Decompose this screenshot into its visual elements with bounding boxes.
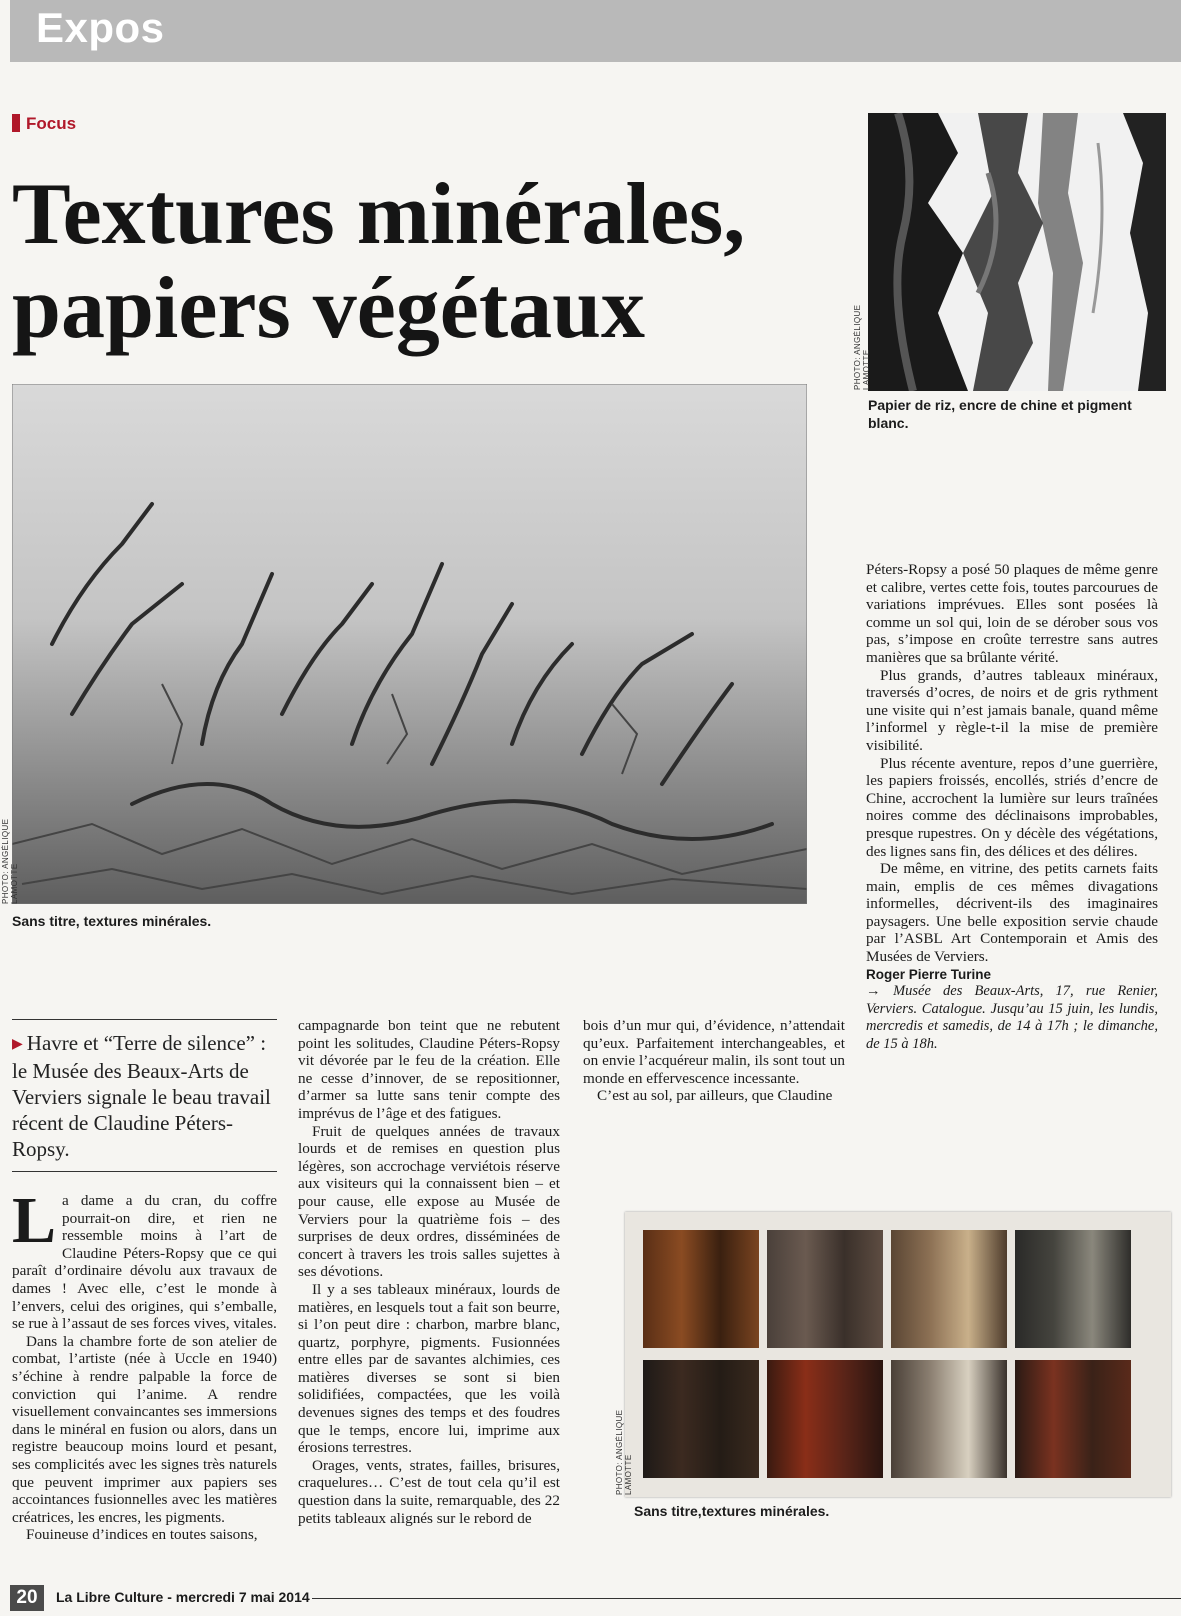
kicker-label: Focus [26, 114, 77, 133]
paragraph: Péters-Ropsy a posé 50 plaques de même genre et calibre, vertes cette fois, toutes parcourues de variations imprévues. Elles sont posées là comme un sol qui, loin de se dérober sous vos pas, s’impose en croûte terrestre sans autres manières que sa brûlante vérité. [866, 561, 1158, 666]
tile [767, 1230, 883, 1348]
section-header-band [10, 0, 1181, 62]
paragraph: C’est au sol, par ailleurs, que Claudine [597, 1087, 833, 1105]
headline [12, 168, 745, 356]
paragraph: Plus grands, d’autres tableaux minéraux, traversés d’ocres, de noirs et de gris rythment une visite qui n’est jamais banale, quand même l’informel y règle-t-il la mise de première visibilité. [866, 666, 1158, 754]
lead-rule-bottom [12, 1171, 277, 1172]
paragraph: campagnarde bon teint que ne rebutent point les solitudes, Claudine Péters-Ropsy vit dévorée par le feu de la création. Elle ne cesse d’innover, de se repositionner, d’armer sa lutte sans tenir compte des imprévus de l’âge et des fatigues. [298, 1017, 560, 1122]
column-3 [583, 1017, 845, 1105]
mineral-texture-image [12, 384, 807, 904]
footer-publication: La Libre Culture - mercredi 7 mai 2014 [56, 1589, 310, 1605]
author-signature: Roger Pierre Turine [866, 966, 992, 982]
tile [1015, 1230, 1131, 1348]
lead-text: Havre et “Terre de silence” : le Musée des Beaux-Arts de Verviers signale le beau travail récent de Claudine Péters-Ropsy. [12, 1031, 271, 1161]
lead-paragraph [12, 1030, 277, 1162]
tile [643, 1230, 759, 1348]
photo-rice-paper [868, 113, 1166, 391]
photo-credit-top-right: PHOTO: ANGÉLIQUE LAMOTTE [853, 304, 871, 390]
paragraph-text: a dame a du cran, du coffre pourrait-on dire, et rien ne ressemble moins à l’art de Claudine Péters-Ropsy que ce qui paraît d’ordinaire dévolu aux travaux de dames ! Avec elle, c’est le monde à l’envers, celui des origines, qui s’emballe, se rue à l’assaut de ses forces vives, vitales. [12, 1192, 277, 1333]
photo-tiles [625, 1212, 1171, 1497]
paragraph: bois d’un mur qui, d’évidence, n’attendait qu’eux. Parfaitement interchangeables, et on envie l’acquéreur malin, ils sont tout un monde en effervescence incessante. [583, 1017, 845, 1087]
caption-top-right: Papier de riz, encre de chine et pigment blanc. [868, 397, 1132, 431]
paragraph: Orages, vents, strates, failles, brisures, craquelures… C’est de tout cela qu’il est question dans la suite, remarquable, des 22 petits tableaux alignés sur le rebord de [298, 1456, 560, 1527]
kicker-marker [12, 114, 20, 132]
tile [1015, 1360, 1131, 1478]
exhibition-info-text: Musée des Beaux-Arts, 17, rue Renier, Verviers. Catalogue. Jusqu’au 15 juin, les lundis, mercredis et samedis, de 14 à 17h ; le dimanche, de 15 à 18h. [866, 983, 1158, 1053]
kicker [12, 114, 76, 134]
lead-rule-top [12, 1019, 277, 1020]
headline-line-1: Textures minérales, [12, 166, 746, 263]
page-number: 20 [10, 1585, 44, 1611]
paragraph [12, 1184, 277, 1333]
arrow-right-icon: → [866, 983, 894, 1000]
tile [891, 1230, 1007, 1348]
paragraph: Dans la chambre forte de son atelier de combat, l’artiste (née à Uccle en 1940) s’échine à rendre palpable la force de conviction qui l’anime. A rendre visuellement convaincantes ses immersions dans le minéral en fusion ou alors, dans un registre beaucoup moins lourd et pesant, ses complicités avec les signes très naturels que peuvent imprimer aux papiers ses accointances fusionnelles avec les matières créatrices, les encres, les pigments. [12, 1332, 277, 1526]
caption-bottom: Sans titre,textures minérales. [634, 1503, 830, 1519]
column-4 [866, 561, 1158, 1054]
section-title: Expos [36, 4, 165, 51]
photo-credit-main: PHOTO: ANGÉLIQUE LAMOTTE [1, 818, 19, 904]
paragraph: Plus récente aventure, repos d’une guerrière, les papiers froissés, encollés, striés d’encre de Chine, accrochent la lumière sur leurs traînées noires comme des déclinaisons improbables, presque rupestres. On y décèle des végétations, des lignes sans fin, des délices et des délires. [866, 754, 1158, 860]
photo-credit-bottom: PHOTO: ANGÉLIQUE LAMOTTE [615, 1409, 633, 1495]
exhibition-info [866, 983, 1158, 1053]
rice-paper-image [868, 113, 1166, 391]
paragraph: Il y a ses tableaux minéraux, lourds de matières, en lesquels tout a fait son beurre, si l’on peut dire : charbon, marbre blanc, quartz, porphyre, pigments. Fusionnées entre elles par de savantes alchimies, ces matières diverses se sont si bien solidifiées, compactées, que les voilà devenues signes des temps et des foudres que le temps, encore lui, imprime aux érosions terrestres. [298, 1280, 560, 1457]
column-2 [298, 1017, 560, 1527]
footer-rule [312, 1598, 1181, 1599]
paragraph: Fruit de quelques années de travaux lourds et de remises en question plus légères, son accrochage verviétois réserve aux visiteurs qui la connaissent bien – et pour cause, elle expose au Musée de Verviers pour la quatrième fois – des surprises de deux ordres, disséminées de concert à travers les trois salles sujettes à ses dévotions. [298, 1122, 560, 1281]
paragraph: Fouineuse d’indices en toutes saisons, [26, 1526, 258, 1544]
tile [643, 1360, 759, 1478]
paragraph: De même, en vitrine, des petits carnets faits main, emplis de ces mêmes divagations informelles, décrivent-ils des imaginaires paysagers. Une belle exposition servie chaude par l’ASBL Art Contemporain et Amis des Musées de Verviers. [866, 860, 1158, 966]
caption-main: Sans titre, textures minérales. [12, 913, 212, 929]
tile [767, 1360, 883, 1478]
triangle-icon: ▶ [12, 1037, 23, 1052]
drop-cap: L [12, 1184, 57, 1257]
page-footer [10, 1585, 1181, 1611]
photo-mineral-texture [12, 384, 807, 904]
tile [891, 1360, 1007, 1478]
headline-line-2: papiers végétaux [12, 260, 646, 357]
column-1 [12, 1184, 277, 1544]
